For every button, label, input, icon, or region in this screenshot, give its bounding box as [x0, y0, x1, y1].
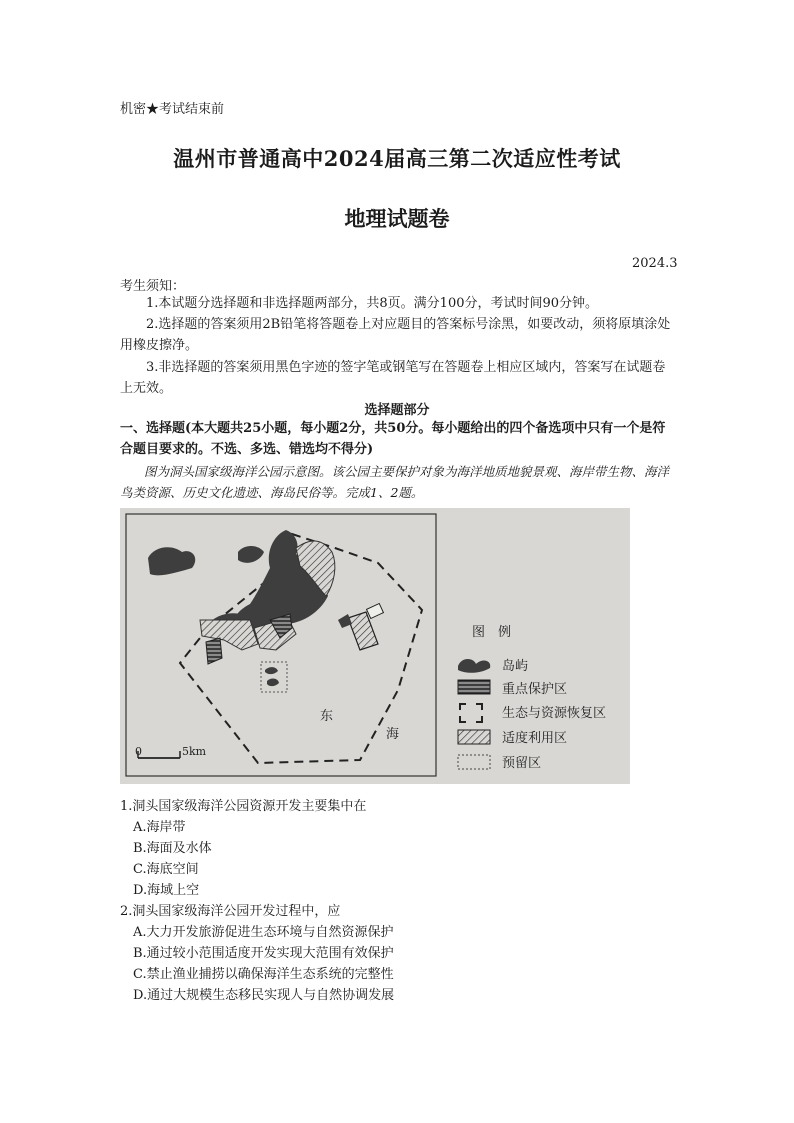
section-title: 选择题部分: [364, 403, 430, 418]
legend-moderate-use: [458, 730, 567, 746]
answer-option: A.海岸带: [133, 820, 186, 835]
answer-option: C.禁止渔业捕捞以确保海洋生态系统的完整性: [133, 967, 394, 982]
legend-ecological-restoration: [460, 704, 606, 722]
island-shape: [238, 546, 264, 563]
section-instructions: 一、选择题(本大题共25小题，每小题2分，共50分。每小题给出的四个备选项中只有一个是符合题目要求的。不选、多选、错选均不得分): [120, 421, 666, 457]
legend-key-protection: [458, 680, 567, 697]
legend-reserved: [458, 755, 541, 771]
notice-item: 3.非选择题的答案须用黑色字迹的签字笔或钢笔写在答题卷上相应区域内，答案写在试题卷上无效。: [120, 360, 666, 396]
legend-title: 图 例: [472, 625, 512, 640]
reserved-zone: [261, 662, 287, 692]
island-shape: [338, 614, 352, 628]
svg-text:0: 0: [135, 745, 142, 758]
exam-date: 2024.3: [632, 256, 678, 271]
question-intro: 图为洞头国家级海洋公园示意图。该公园主要保护对象为海洋地质地貌景观、海岸带生物、海洋鸟类资源、历史文化遗迹、海岛民俗等。完成1、2题。: [120, 464, 670, 500]
marine-park-map: [120, 508, 630, 784]
exam-title: 温州市普通高中2024届高三第二次适应性考试: [173, 146, 621, 171]
svg-text:适度利用区: 适度利用区: [502, 731, 568, 746]
notice-item: 1.本试题分选择题和非选择题两部分，共8页。满分100分，考试时间90分钟。: [146, 296, 599, 311]
svg-text:5km: 5km: [182, 745, 207, 758]
answer-option: B.海面及水体: [133, 841, 212, 856]
question-stem: 1.洞头国家级海洋公园资源开发主要集中在: [120, 799, 367, 814]
sea-label: 海: [386, 727, 400, 742]
island-shape: [265, 667, 278, 674]
answer-option: C.海底空间: [133, 862, 199, 877]
scale-bar: [135, 745, 207, 758]
svg-text:岛屿: 岛屿: [502, 659, 529, 674]
key-protection-zone: [206, 638, 222, 664]
svg-text:重点保护区: 重点保护区: [502, 682, 568, 697]
answer-option: B.通过较小范围适度开发实现大范围有效保护: [133, 946, 394, 961]
island-shape: [148, 547, 195, 575]
confidential-label: 机密★考试结束前: [120, 102, 225, 117]
legend-island: [458, 658, 528, 674]
island-shape: [267, 679, 279, 687]
exam-subtitle: 地理试题卷: [344, 206, 450, 231]
notice-item: 2.选择题的答案须用2B铅笔将答题卷上对应题目的答案标号涂黑，如要改动，须将原填涂处用橡皮擦净。: [120, 317, 671, 353]
answer-option: D.海域上空: [133, 883, 200, 898]
question-stem: 2.洞头国家级海洋公园开发过程中，应: [120, 904, 341, 919]
svg-text:生态与资源恢复区: 生态与资源恢复区: [502, 706, 607, 721]
answer-option: A.大力开发旅游促进生态环境与自然资源保护: [133, 925, 394, 940]
key-protection-zone: [367, 604, 384, 619]
map-figure: [120, 508, 630, 784]
svg-text:预留区: 预留区: [502, 756, 542, 771]
answer-option: D.通过大规模生态移民实现人与自然协调发展: [133, 988, 395, 1003]
notice-heading: 考生须知：: [120, 279, 186, 294]
sea-label: 东: [320, 709, 334, 724]
